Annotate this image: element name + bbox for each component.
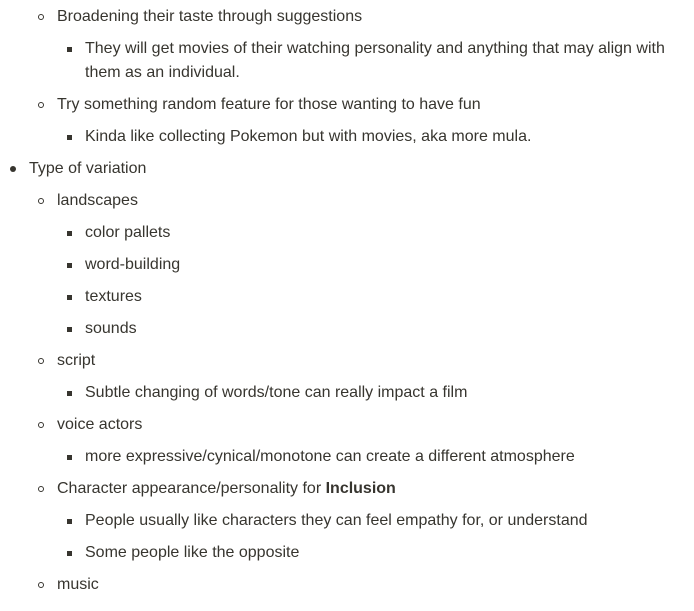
list-item-text: Some people like the opposite	[85, 544, 300, 561]
hollow-bullet-icon	[38, 102, 44, 108]
list-item-character-detail-2	[85, 541, 299, 565]
list-item-random-detail	[85, 125, 531, 149]
list-item-type-of-variation	[29, 157, 146, 181]
list-item-voice-actors	[57, 413, 142, 437]
list-item-sounds	[85, 317, 137, 341]
list-item-voice-detail	[85, 445, 575, 469]
list-item-textures	[85, 285, 142, 309]
hollow-bullet-icon	[38, 198, 44, 204]
list-item-text: music	[57, 576, 99, 593]
list-item-text: Try something random feature for those wanting to have fun	[57, 96, 481, 113]
square-bullet-icon	[67, 135, 72, 140]
hollow-bullet-icon	[38, 486, 44, 492]
square-bullet-icon	[67, 47, 72, 52]
hollow-bullet-icon	[38, 422, 44, 428]
hollow-bullet-icon	[38, 582, 44, 588]
square-bullet-icon	[67, 327, 72, 332]
list-item-music	[57, 573, 99, 597]
list-item-text: Type of variation	[29, 160, 147, 177]
list-item-text: Subtle changing of words/tone can really impact a film	[85, 384, 468, 401]
list-item-text: word-building	[85, 256, 181, 273]
square-bullet-icon	[67, 455, 72, 460]
list-item-text: voice actors	[57, 416, 143, 433]
list-item-text: color pallets	[85, 224, 171, 241]
list-item-broadening-detail	[85, 37, 683, 85]
list-item-text: They will get movies of their watching personality and anything that may align with them as an individual.	[85, 40, 665, 81]
square-bullet-icon	[67, 295, 72, 300]
list-item-text: landscapes	[57, 192, 138, 209]
list-item-color-pallets	[85, 221, 170, 245]
list-item-text: Broadening their taste through suggestions	[57, 8, 363, 25]
list-item-script	[57, 349, 95, 373]
list-item-character-detail-1	[85, 509, 588, 533]
disc-bullet-icon	[10, 166, 16, 172]
list-item-landscapes	[57, 189, 138, 213]
list-item-random-feature	[57, 93, 481, 117]
list-item-text: Kinda like collecting Pokemon but with movies, aka more mula.	[85, 128, 532, 145]
square-bullet-icon	[67, 519, 72, 524]
square-bullet-icon	[67, 263, 72, 268]
list-item-text: script	[57, 352, 96, 369]
list-item-text: more expressive/cynical/monotone can create a different atmosphere	[85, 448, 575, 465]
hollow-bullet-icon	[38, 358, 44, 364]
hollow-bullet-icon	[38, 14, 44, 20]
list-item-text	[57, 477, 396, 501]
square-bullet-icon	[67, 231, 72, 236]
list-item-character	[57, 477, 396, 501]
list-item-text-prefix: Character appearance/personality for	[57, 480, 326, 497]
list-item-text: People usually like characters they can feel empathy for, or understand	[85, 512, 588, 529]
square-bullet-icon	[67, 391, 72, 396]
list-item-script-detail	[85, 381, 467, 405]
list-item-text: textures	[85, 288, 142, 305]
list-item-broadening	[57, 5, 362, 29]
square-bullet-icon	[67, 551, 72, 556]
bold-text-inclusion: Inclusion	[325, 480, 396, 497]
list-item-text: sounds	[85, 320, 137, 337]
list-item-word-building	[85, 253, 180, 277]
